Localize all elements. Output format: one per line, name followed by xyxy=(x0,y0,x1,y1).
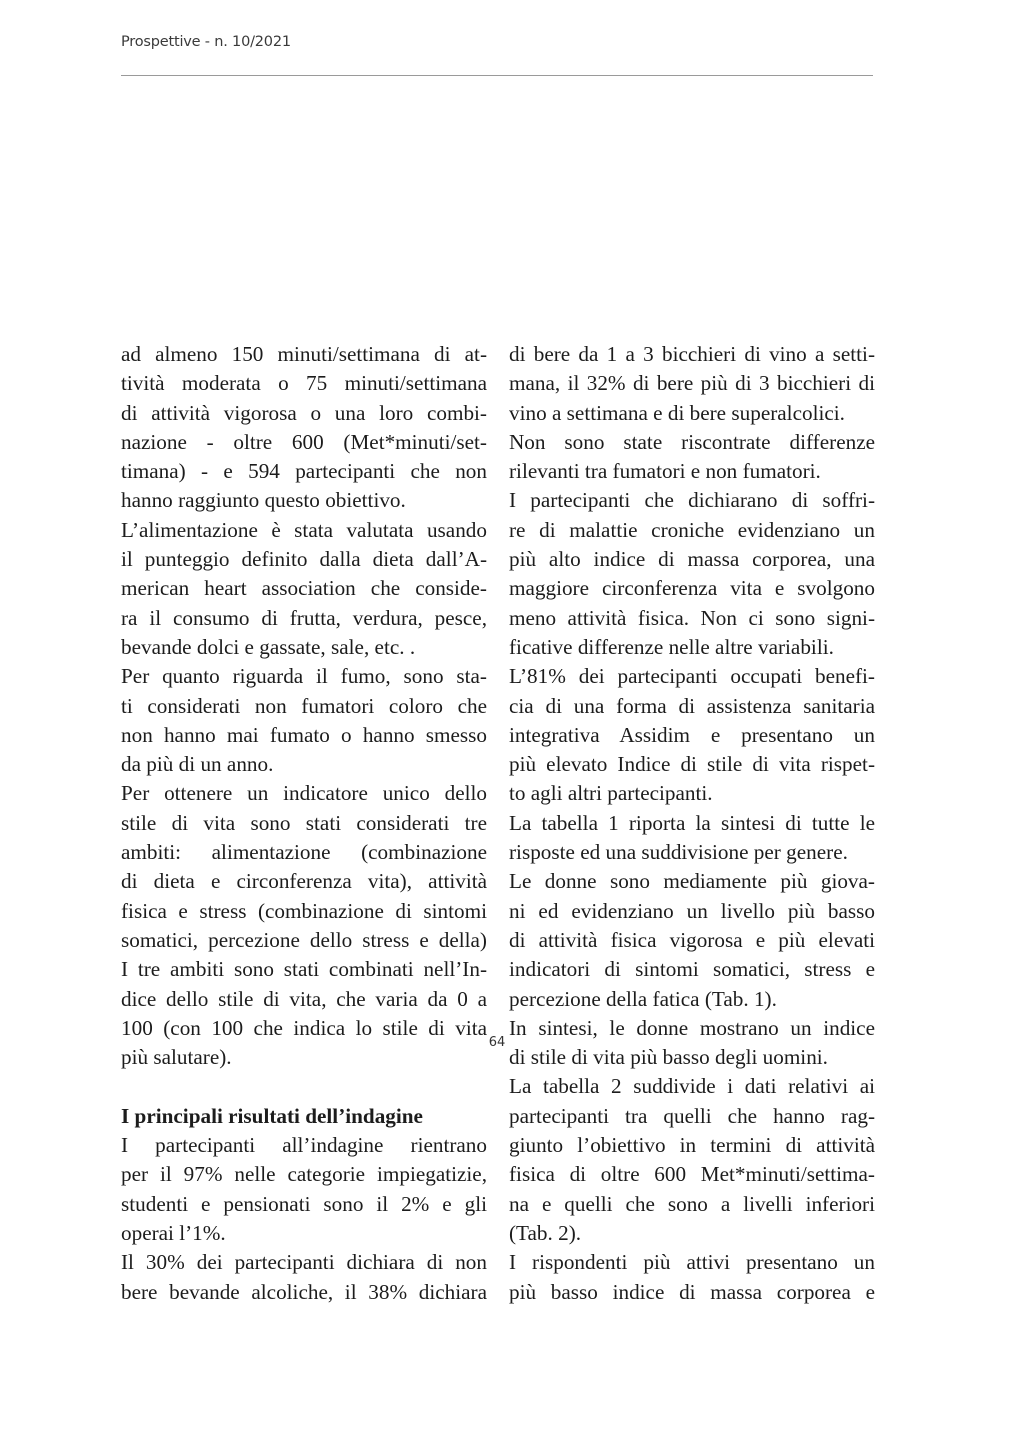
text-line: to agli altri partecipanti. xyxy=(509,781,713,806)
text-line: nazione - oltre 600 (Met*minuti/set- xyxy=(121,429,487,454)
text-line: na e quelli che sono a livelli inferiori xyxy=(509,1191,875,1216)
text-line: hanno raggiunto questo obiettivo. xyxy=(121,488,406,513)
text-line: di stile di vita più basso degli uomini. xyxy=(509,1045,828,1070)
right-column xyxy=(509,340,875,1307)
text-line: Le donne sono mediamente più giova- xyxy=(509,869,875,894)
text-line: fisica di oltre 600 Met*minuti/settima- xyxy=(509,1162,875,1187)
text-line: da più di un anno. xyxy=(121,752,274,777)
text-line: integrativa Assidim e presentano un xyxy=(509,722,875,747)
paragraph-assidim xyxy=(509,662,875,808)
text-line: rilevanti tra fumatori e non fumatori. xyxy=(509,459,821,484)
text-line: operai l’1%. xyxy=(121,1220,226,1245)
text-line: Non sono state riscontrate differenze xyxy=(509,429,875,454)
text-line: L’81% dei partecipanti occupati benefi- xyxy=(509,664,875,689)
text-line: timana) - e 594 partecipanti che non xyxy=(121,459,487,484)
paragraph-physical-activity xyxy=(121,340,487,516)
text-line: più salutare). xyxy=(121,1045,232,1070)
running-header: Prospettive - n. 10/2021 xyxy=(121,34,291,50)
text-line: merican heart association che conside- xyxy=(121,576,487,601)
paragraph-nutrition xyxy=(121,516,487,662)
paragraph-table-1 xyxy=(509,809,875,868)
paragraph-occupations xyxy=(121,1131,487,1248)
header-divider xyxy=(121,75,873,76)
text-line: giunto l’obiettivo in termini di attività xyxy=(509,1133,875,1158)
text-line: 100 (con 100 che indica lo stile di vita xyxy=(121,1015,487,1040)
page-number: 64 xyxy=(488,1035,506,1050)
text-line: più basso indice di massa corporea e xyxy=(509,1279,875,1304)
paragraph-active-respondents xyxy=(509,1248,875,1307)
text-line: partecipanti tra quelli che hanno rag- xyxy=(509,1103,875,1128)
text-line: maggiore circonferenza vita e svolgono xyxy=(509,576,875,601)
text-line: percezione della fatica (Tab. 1). xyxy=(509,986,777,1011)
paragraph-alcohol xyxy=(121,1248,487,1307)
text-line: In sintesi, le donne mostrano un indice xyxy=(509,1015,875,1040)
text-line: di attività vigorosa o una loro combi- xyxy=(121,400,487,425)
text-line: ad almeno 150 minuti/settimana di at- xyxy=(121,342,487,366)
text-line: ra il consumo di frutta, verdura, pesce, xyxy=(121,605,487,630)
text-line: più elevato Indice di stile di vita rispet- xyxy=(509,752,875,777)
paragraph-lifestyle-index xyxy=(121,779,487,1072)
text-line: dice dello stile di vita, che varia da 0 a xyxy=(121,986,487,1011)
text-line: ti considerati non fumatori coloro che xyxy=(121,693,487,718)
text-line: Per ottenere un indicatore unico dello xyxy=(121,781,487,806)
text-line: studenti e pensionati sono il 2% e gli xyxy=(121,1191,487,1216)
text-line: La tabella 1 riporta la sintesi di tutte le xyxy=(509,810,875,835)
text-line: non hanno mai fumato o hanno smesso xyxy=(121,722,487,747)
text-line: cia di una forma di assistenza sanitaria xyxy=(509,693,875,718)
text-line: I tre ambiti sono stati combinati nell’In- xyxy=(121,957,487,982)
text-line: re di malattie croniche evidenziano un xyxy=(509,517,875,542)
text-line: vino a settimana e di bere superalcolici. xyxy=(509,400,845,425)
text-line: ni ed evidenziano un livello più basso xyxy=(509,898,875,923)
text-line: risposte ed una suddivisione per genere. xyxy=(509,840,848,865)
paragraph-alcohol-continued xyxy=(509,340,875,428)
text-line: I partecipanti che dichiarano di soffri- xyxy=(509,488,875,513)
text-line: meno attività fisica. Non ci sono signi- xyxy=(509,605,875,630)
text-line: tività moderata o 75 minuti/settimana xyxy=(121,371,487,396)
text-line: bere bevande alcoliche, il 38% dichiara xyxy=(121,1279,487,1304)
text-line: I partecipanti all’indagine rientrano xyxy=(121,1133,487,1158)
paragraph-table-2 xyxy=(509,1072,875,1248)
paragraph-chronic-diseases xyxy=(509,486,875,662)
text-line: ficative differenze nelle altre variabili. xyxy=(509,634,834,659)
text-line: fisica e stress (combinazione di sintomi xyxy=(121,898,487,923)
text-line: più alto indice di massa corporea, una xyxy=(509,547,875,572)
text-line: ambiti: alimentazione (combinazione xyxy=(121,840,487,865)
text-line: L’alimentazione è stata valutata usando xyxy=(121,517,487,542)
paragraph-women xyxy=(509,867,875,1013)
section-heading: I principali risultati dell’indagine xyxy=(121,1103,423,1128)
paragraph-smoking xyxy=(121,662,487,779)
section-spacer xyxy=(121,1072,487,1101)
text-line: stile di vita sono stati considerati tre xyxy=(121,810,487,835)
text-line: per il 97% nelle categorie impiegatizie, xyxy=(121,1162,487,1187)
left-column xyxy=(121,340,487,1307)
text-line: La tabella 2 suddivide i dati relativi ai xyxy=(509,1074,875,1099)
text-line: Per quanto riguarda il fumo, sono sta- xyxy=(121,664,487,689)
text-line: somatici, percezione dello stress e della) xyxy=(121,927,487,952)
text-line: di bere da 1 a 3 bicchieri di vino a setti- xyxy=(509,342,875,366)
text-line: il punteggio definito dalla dieta dall’A- xyxy=(121,547,487,572)
text-line: mana, il 32% di bere più di 3 bicchieri di xyxy=(509,371,875,396)
text-line: di attività fisica vigorosa e più elevati xyxy=(509,927,875,952)
text-line: I rispondenti più attivi presentano un xyxy=(509,1250,875,1275)
text-line: bevande dolci e gassate, sale, etc. . xyxy=(121,634,416,659)
text-line: (Tab. 2). xyxy=(509,1220,582,1245)
text-line: Il 30% dei partecipanti dichiara di non xyxy=(121,1250,487,1275)
text-line: di dieta e circonferenza vita), attività xyxy=(121,869,487,894)
text-line: indicatori di sintomi somatici, stress e xyxy=(509,957,875,982)
paragraph-smokers xyxy=(509,428,875,487)
